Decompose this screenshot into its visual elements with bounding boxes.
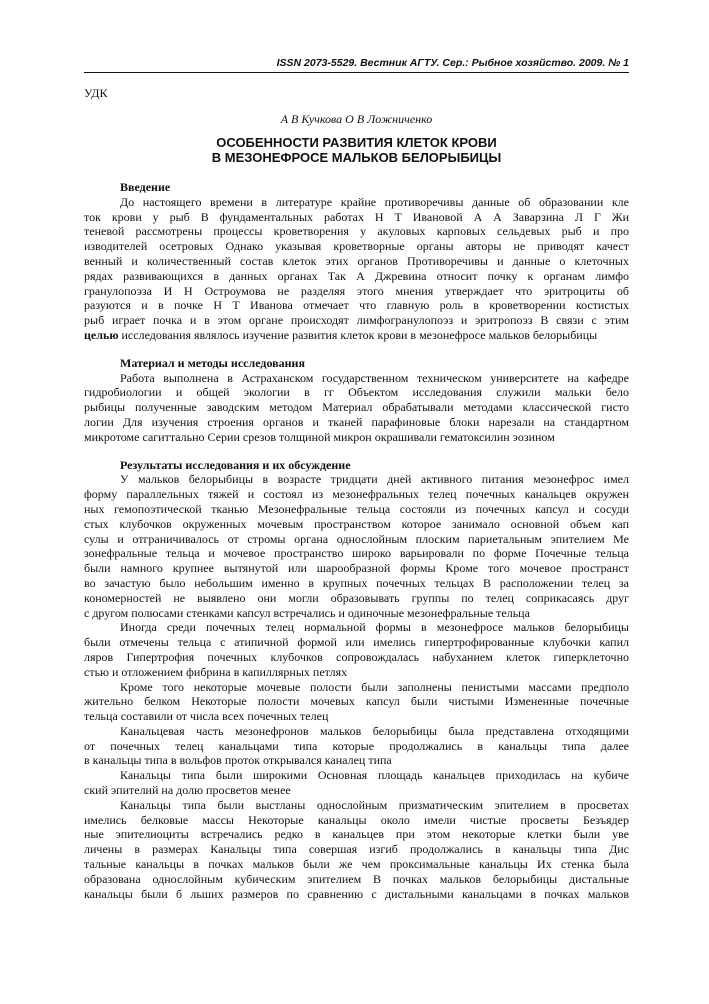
results-paragraph: [84, 680, 629, 724]
text-line: рыбицы полученные заводским методом Материал обрабатывали методами классической гисто: [84, 400, 629, 415]
text-line: Канальцы типа были широкими Основная площадь канальцев приходилась на кубиче: [120, 768, 629, 783]
text-line: от почечных телец канальцами типа которые продолжались в канальцы типа далее: [84, 738, 629, 753]
text-line: У мальков белорыбицы в возрасте тридцати дней активного питания мезонефрос имел: [120, 472, 629, 487]
text-line: жительно белком Некоторые полости мочевых капсул были чистыми Измененные почечные: [84, 694, 629, 709]
text-line: стью и отложением фибрина в капиллярных петлях: [84, 664, 348, 679]
journal-header: ISSN 2073-5529. Вестник АГТУ. Сер.: Рыбное хозяйство. 2009. № 1: [84, 57, 629, 73]
text-line: микротоме сагиттально Серии срезов толщиной микрон окрашивали гематоксилин эозином: [84, 429, 555, 444]
text-line: гранулопоэза И Н Остроумова не разделяя этого мнения утверждает что эритроциты об: [84, 283, 629, 298]
text-line: [84, 328, 629, 343]
article-title-line-1: ОСОБЕННОСТИ РАЗВИТИЯ КЛЕТОК КРОВИ: [216, 135, 497, 150]
text-line: сулы и отграничивалось от стромы органа однослойным плоским париетальным эпителием Ме: [84, 531, 629, 546]
text-line: тальные канальцы в почках мальков были же чем проксимальные канальцы Их стенка была: [84, 857, 629, 872]
text-line: Канальцевая часть мезонефронов мальков белорыбицы была представлена отходящими: [120, 723, 629, 738]
text-line: образована однослойным кубическим эпителием В почках мальков белорыбицы дистальные: [84, 871, 629, 886]
text-line: ский эпителий на долю просветов менее: [84, 783, 291, 798]
text-line: в канальцы типа в вольфов проток открывался каналец типа: [84, 753, 392, 768]
text-line: форму параллельных тяжей и состоял из мезонефральных телец почечных канальцев окружен: [84, 487, 629, 502]
article-title: [84, 135, 629, 165]
text-line: логии Для изучения строения органов и тканей парафиновые блоки нарезали на стандартном: [84, 414, 629, 429]
methods-paragraph: [84, 371, 629, 445]
text-line: изводителей осетровых Однако указывая кроветворные органы авторы не приводят качест: [84, 239, 629, 254]
text-line: До настоящего времени в литературе крайне противоречивы данные об образовании кле: [120, 194, 629, 209]
text-fragment: исследования являлось изучение развития клеток крови в мезонефросе мальков белорыбицы: [118, 327, 598, 342]
text-line: тельца составили от числа всех почечных телец: [84, 709, 329, 724]
text-line: были отмечены тельца с атипичной формой или имелись гипертрофированные клубочки капил: [84, 635, 629, 650]
text-line: разуются и в почке Н Т Иванова отмечает что главную роль в кроветворении костистых: [84, 298, 629, 313]
results-paragraphs: [84, 472, 629, 901]
intro-paragraph: [84, 195, 629, 343]
goal-keyword: целью: [84, 327, 119, 342]
udk-label: УДК: [84, 86, 108, 100]
text-line: рядах развивающихся в данных органах Так А Джревина относит почку к органам лимфо: [84, 268, 629, 283]
text-line: ляров Гипертрофия почечных клубочков сопровождалась набуханием клеток гиперклеточно: [84, 649, 629, 664]
text-line: ных гемопоэтической тканью Мезонефральные тельца состояли из почечных капсул и сосуди: [84, 501, 629, 516]
text-line: во зачастую было небольшим именно в крупных почечных тельцах В расположении телец за: [84, 575, 629, 590]
results-paragraph: [84, 768, 629, 798]
text-line: стых клубочков окруженных мочевым пространством которое занимало основной объем кап: [84, 516, 629, 531]
results-paragraph: [84, 620, 629, 679]
text-line: гидробиологии и общей экологии в гг Объектом исследования служили мальки бело: [84, 385, 629, 400]
article-title-line-2: В МЕЗОНЕФРОСЕ МАЛЬКОВ БЕЛОРЫБИЦЫ: [211, 150, 502, 165]
text-line: теневой рассмотрены процессы кроветворения у акуловых карповых сельдевых рыб и про: [84, 224, 629, 239]
text-line: личены в размерах Канальцы типа совершая изгиб продолжались в канальцы типа Дис: [84, 842, 629, 857]
text-line: канальцы были б льших размеров по сравнению с дистальными канальцами в почках мальков: [84, 886, 629, 901]
results-paragraph: [84, 798, 629, 902]
text-line: были намного крупнее вытянутой или шарообразной формы Кроме того мочевое пространст: [84, 561, 629, 576]
section-heading-results: Результаты исследования и их обсуждение: [120, 457, 351, 472]
text-line: ток крови у рыб В фундаментальных работах Н Т Ивановой А А Заварзина Л Г Жи: [84, 209, 629, 224]
authors: А В Кучкова О В Ложниченко: [280, 112, 433, 126]
text-line: имелись белковые массы Некоторые канальцы около имели чистые просветы Безъядер: [84, 812, 629, 827]
text-line: кономерностей не выявлено они могли образовывать группы по телец соприкасаясь друг: [84, 590, 629, 605]
text-line: зонефральные тельца и мочевое пространство широко варьировали по форме Почечные тельца: [84, 546, 629, 561]
section-heading-methods: Материал и методы исследования: [120, 355, 305, 370]
text-line: Кроме того некоторые мочевые полости были заполнены пенистыми массами предполо: [120, 679, 629, 694]
results-paragraph: [84, 472, 629, 620]
text-line: Иногда среди почечных телец нормальной формы в мезонефросе мальков белорыбицы: [120, 620, 629, 635]
text-line: венный и количественный состав клеток этих органов Противоречивы и данные о клеточных: [84, 253, 629, 268]
text-line: Работа выполнена в Астраханском государственном техническом университете на кафедре: [120, 370, 629, 385]
text-line: с другом полюсами стенками капсул встречались и одиночные мезонефральные тельца: [84, 605, 530, 620]
text-line: Канальцы типа были выстланы однослойным призматическим эпителием в просветах: [120, 797, 629, 812]
text-line: рыб играет почка и в этом органе происходят лимфогранулопоэз и эритропоэз В связи с этим: [84, 313, 629, 328]
section-heading-intro: Введение: [120, 180, 171, 194]
article-body: [84, 180, 629, 901]
results-paragraph: [84, 724, 629, 768]
text-line: ные эпителиоциты встречались редко в канальцев при этом некоторые клетки были уве: [84, 827, 629, 842]
